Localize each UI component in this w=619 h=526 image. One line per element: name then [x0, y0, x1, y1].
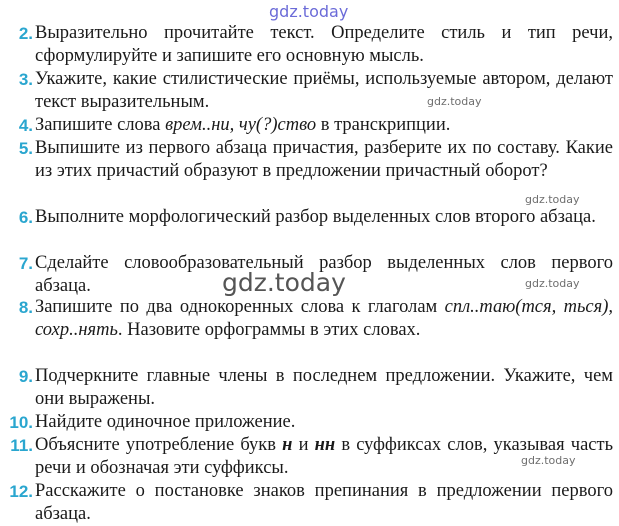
task-number: 12. [9, 482, 33, 501]
task-number: 3. [18, 70, 33, 89]
watermark-big: gdz.today [222, 268, 346, 297]
task-text: Найдите одиночное приложение. [35, 412, 296, 432]
task-text: Выполните морфологический разбор выделенных слов второго абзаца. [35, 207, 596, 227]
watermark: gdz.today [525, 193, 580, 206]
task-text: Запишите по два однокоренных слова к глаголам спл..таю(тся, ться), сохр..нять. Назовите орфограммы в этих словах. [35, 297, 613, 340]
watermark: gdz.today [427, 95, 482, 108]
task-number: 9. [18, 367, 33, 386]
task-text: Выразительно прочитайте текст. Определите стиль и тип речи, сформулируйте и запишите его основную мысль. [35, 23, 613, 66]
task-number: 2. [18, 24, 33, 43]
task-number: 7. [18, 254, 33, 273]
watermark: gdz.today [525, 277, 580, 290]
task-text: Запишите слова врем..ни, чу(?)ство в транскрипции. [35, 115, 451, 135]
task-number: 6. [18, 208, 33, 227]
watermark: gdz.today [521, 454, 576, 467]
task-number: 10. [9, 413, 33, 432]
task-text: Объясните употребление букв н и нн в суффиксах слов, указывая часть речи и обозначая эти суффиксы. [35, 435, 614, 478]
task-text: Расскажите о постановке знаков препинания в предложении первого абзаца. [35, 481, 613, 524]
task-number: 4. [18, 116, 33, 135]
watermark-top: gdz.today [269, 2, 349, 21]
task-number: 5. [18, 139, 33, 158]
task-text: Укажите, какие стилистические приёмы, используемые автором, делают текст выразительным. [35, 69, 613, 112]
task-text: Выпишите из первого абзаца причастия, разберите их по составу. Какие из этих причастий образуют в предложении причастный оборот? [35, 138, 613, 181]
task-text: Сделайте словообразовательный разбор выделенных слов первого абзаца. [35, 253, 613, 296]
task-text: Подчеркните главные члены в последнем предложении. Укажите, чем они выражены. [35, 366, 613, 409]
task-number: 11. [10, 436, 33, 455]
task-number: 8. [18, 298, 33, 317]
